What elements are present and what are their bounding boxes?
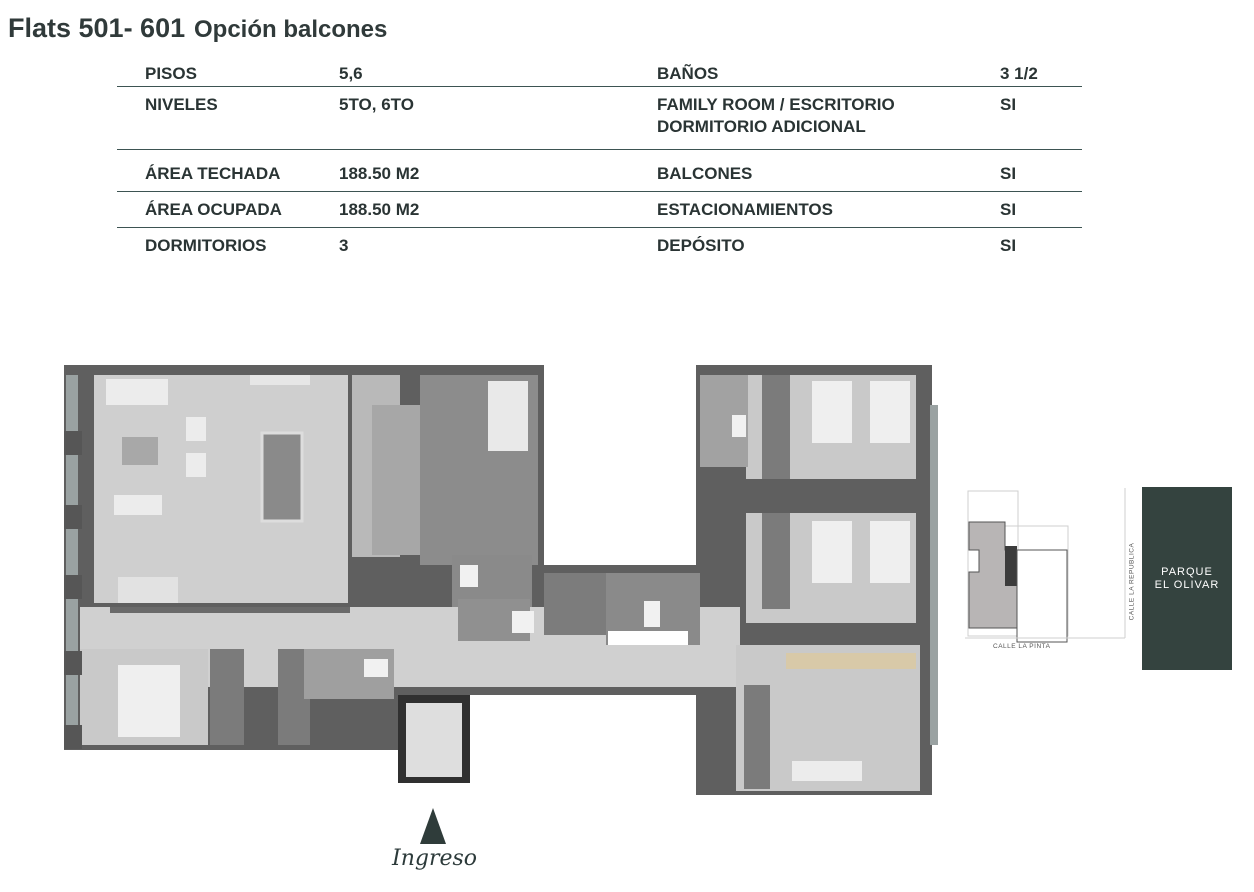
spec-label xyxy=(657,94,895,138)
site-map xyxy=(965,488,1140,648)
spec-value: SI xyxy=(1000,236,1017,255)
entrance-arrow-icon xyxy=(420,808,446,844)
spec-label: DEPÓSITO xyxy=(657,236,745,255)
spec-label: PISOS xyxy=(145,64,197,83)
park-label-line2: EL OLIVAR xyxy=(1154,578,1220,591)
page-title xyxy=(8,8,387,45)
spec-row xyxy=(117,192,1082,228)
spec-value: SI xyxy=(1000,164,1017,183)
spec-label-line: DORMITORIO ADICIONAL xyxy=(657,117,866,136)
spec-value: SI xyxy=(1000,200,1017,219)
spec-value: 188.50 M2 xyxy=(339,200,420,219)
spec-label: NIVELES xyxy=(145,95,218,114)
floor-plan xyxy=(60,345,940,800)
spec-value: SI xyxy=(1000,95,1017,114)
park-label-line1: PARQUE xyxy=(1161,565,1213,578)
entrance-label: Ingreso xyxy=(392,846,478,871)
spec-row xyxy=(117,87,1082,150)
spec-label-line: FAMILY ROOM / ESCRITORIO xyxy=(657,95,895,114)
spec-table xyxy=(117,56,1082,262)
spec-value: 188.50 M2 xyxy=(339,164,420,183)
title-main: Flats 501- 601 xyxy=(8,13,186,43)
spec-value: 5,6 xyxy=(339,64,363,83)
spec-value: 3 1/2 xyxy=(1000,64,1038,83)
street-label-side: CALLE LA REPUBLICA xyxy=(1128,542,1136,621)
street-label-bottom: CALLE LA PINTA xyxy=(993,643,1051,650)
spec-label: BAÑOS xyxy=(657,64,719,83)
park-badge xyxy=(1142,487,1232,670)
spec-label: ESTACIONAMIENTOS xyxy=(657,200,833,219)
spec-label: BALCONES xyxy=(657,164,753,183)
spec-row xyxy=(117,150,1082,192)
spec-row xyxy=(117,228,1082,262)
spec-label: ÁREA TECHADA xyxy=(145,164,281,183)
site-map-lots xyxy=(965,488,1125,642)
title-sub: Opción balcones xyxy=(194,16,388,43)
spec-value: 5TO, 6TO xyxy=(339,95,414,114)
spec-label: ÁREA OCUPADA xyxy=(145,200,282,219)
spec-value: 3 xyxy=(339,236,349,255)
spec-row xyxy=(117,56,1082,87)
spec-label: DORMITORIOS xyxy=(145,236,267,255)
floor-plan-rooms xyxy=(64,365,938,795)
